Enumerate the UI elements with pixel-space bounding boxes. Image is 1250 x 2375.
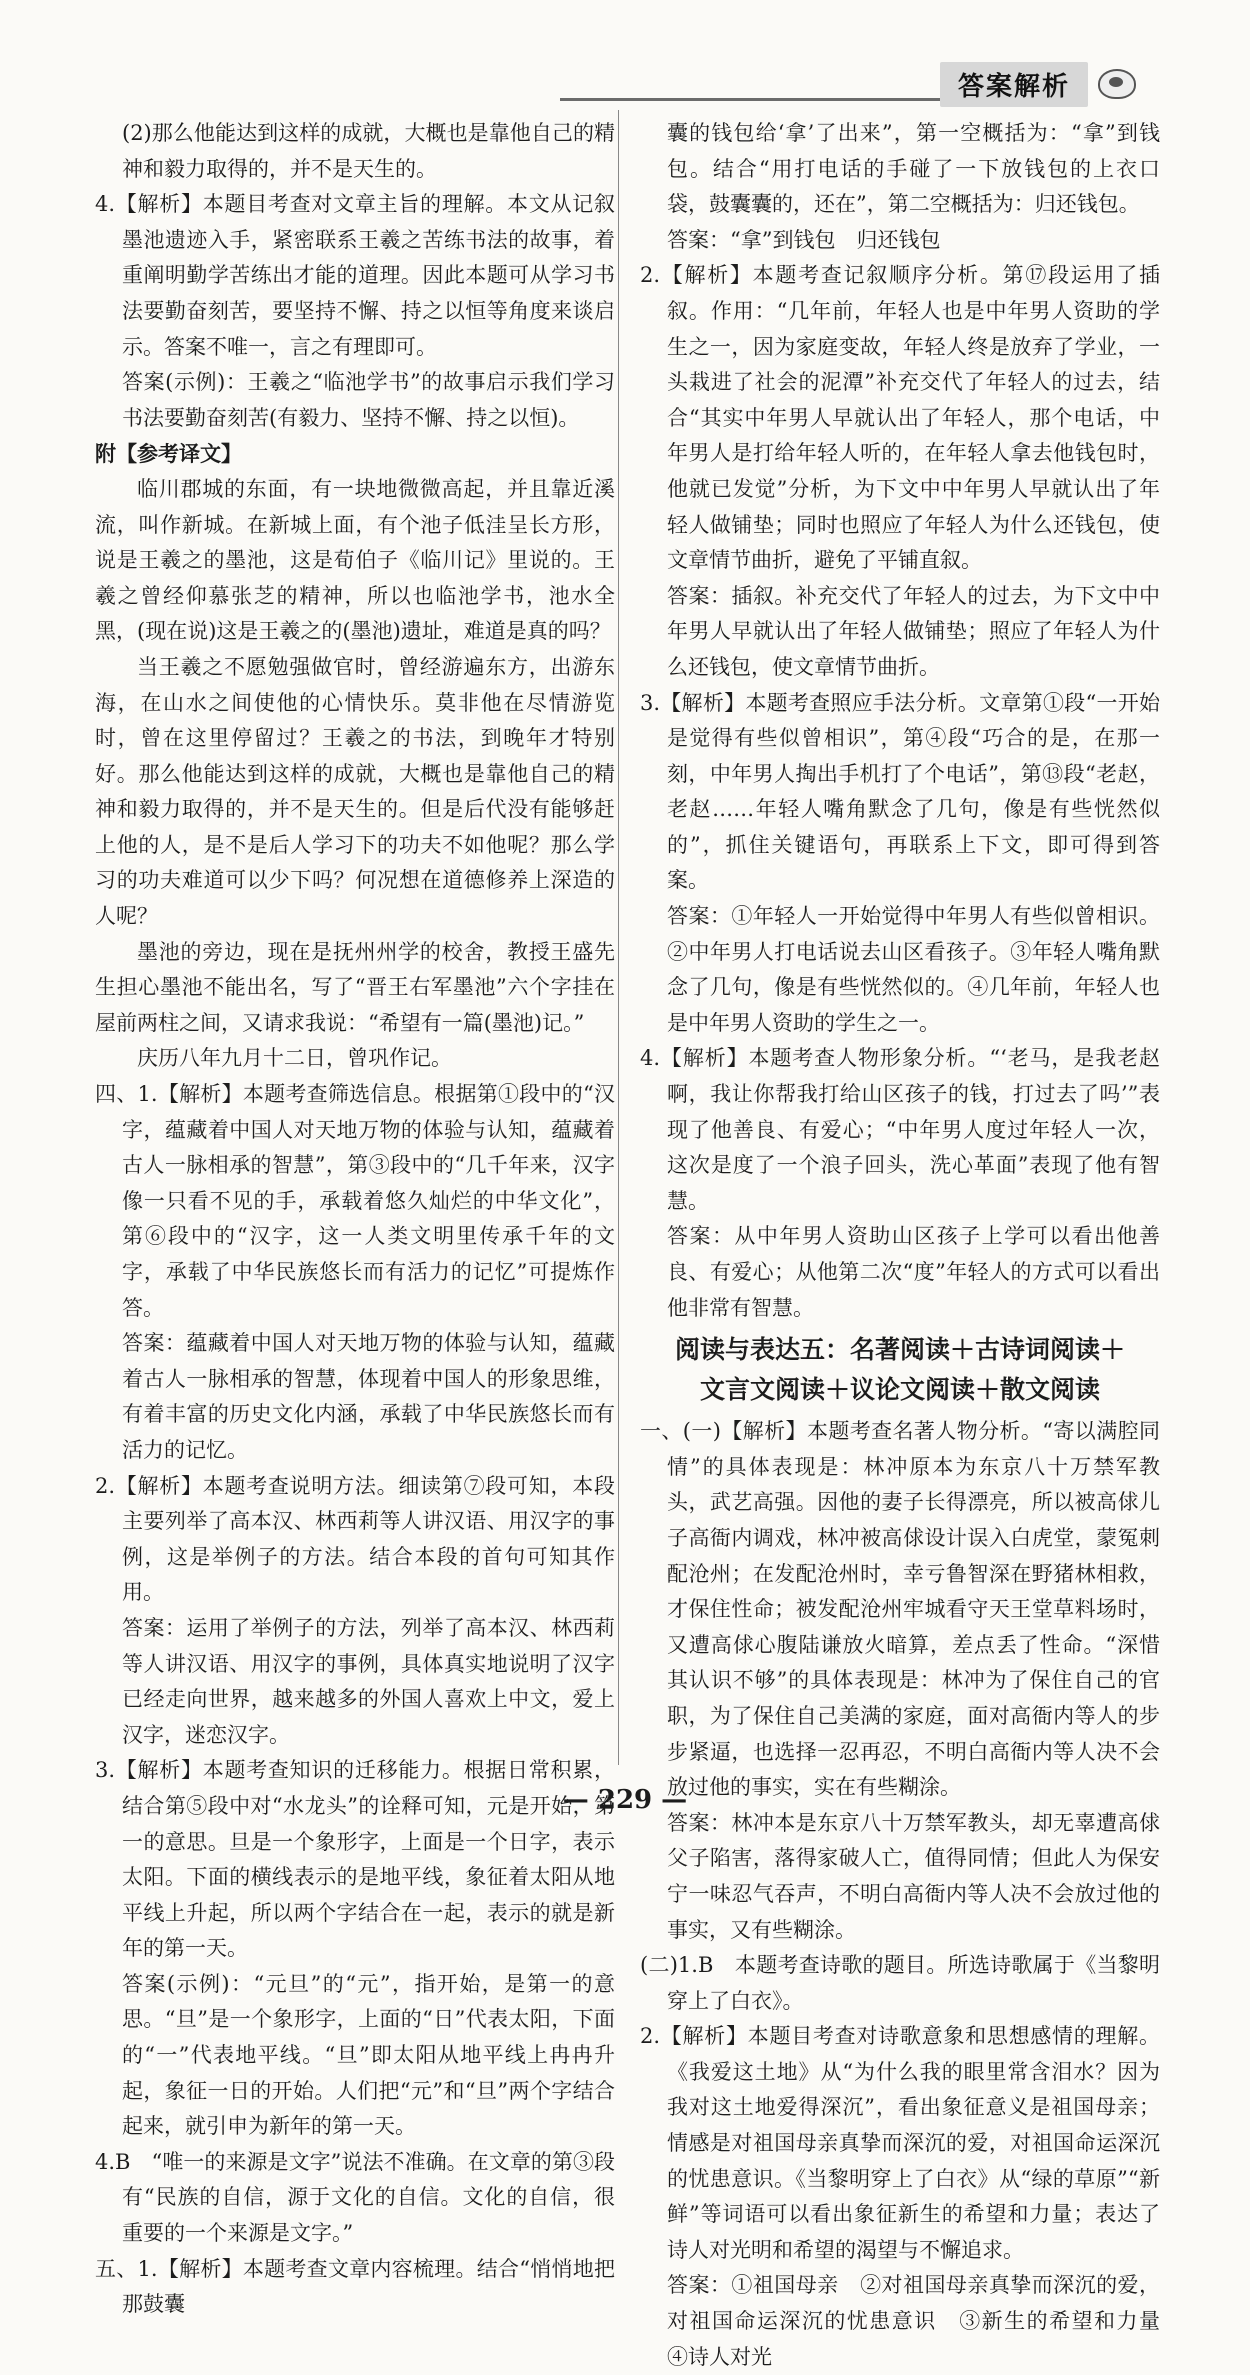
page-number: — 229 —: [562, 1785, 688, 1815]
answer-paragraph: 答案(示例)：王羲之“临池学书”的故事启示我们学习书法要勤奋刻苦(有毅力、坚持不懈、持之以恒)。: [122, 370, 615, 430]
answer-paragraph: 答案：运用了举例子的方法，列举了高本汉、林西莉等人讲汉语、用汉字的事例，具体真实地说明了汉字已经走向世界，越来越多的外国人喜欢上中文，爱上汉字，迷恋汉字。: [122, 1615, 615, 1747]
section-title: [640, 1330, 1160, 1410]
answer-paragraph: 4.B “唯一的来源是文字”说法不准确。在文章的第③段有“民族的自信，源于文化的自信。文化的自信，很重要的一个来源是文字。”: [95, 2149, 615, 2246]
page-header: [940, 64, 1180, 104]
translation-paragraph: 墨池的旁边，现在是抚州州学的校舍，教授王盛先生担心墨池不能出名，写了“晋王右军墨池”六个字挂在屋前两柱之间，又请求我说：“希望有一篇(墨池)记。”: [95, 939, 615, 1035]
answer-paragraph: 答案(示例)：“元旦”的“元”，指开始，是第一的意思。“旦”是一个象形字，上面的“日”代表太阳，下面的“一”代表地平线。“旦”即太阳从地平线上冉冉升起，象征一日的开始。人们把“元”和“旦”两个字结合起来，就引申为新年的第一天。: [122, 1971, 615, 2139]
answer-paragraph: 3.【解析】本题考查照应手法分析。文章第①段“一开始是觉得有些似曾相识”，第④段“巧合的是，在那一刻，中年男人掏出手机打了个电话”，第⑬段“老赵，老赵……年轻人嘴角默念了几句，像是有些恍然似的”，抓住关键语句，再联系上下文，即可得到答案。: [640, 690, 1160, 893]
answer-paragraph: (2)那么他能达到这样的成就，大概也是靠他自己的精神和毅力取得的，并不是天生的。: [122, 121, 615, 181]
answer-paragraph: 四、1.【解析】本题考查筛选信息。根据第①段中的“汉字，蕴藏着中国人对天地万物的体验与认知，蕴藏着古人一脉相承的智慧”，第③段中的“几千年来，汉字像一只看不见的手，承载着悠久灿烂的中华文化”，第⑥段中的“汉字，这一人类文明里传承千年的文字，承载了中华民族悠长而有活力的记忆”可提炼作答。: [95, 1082, 615, 1320]
answer-paragraph: 3.【解析】本题考查知识的迁移能力。根据日常积累，结合第⑤段中对“水龙头”的诠释可知，元是开始，第一的意思。旦是一个象形字，上面是一个日字，表示太阳。下面的横线表示的是地平线，象征着太阳从地平线上升起，所以两个字结合在一起，表示的就是新年的第一天。: [95, 1758, 615, 1961]
column-divider: [618, 110, 619, 1765]
answer-paragraph: 答案：①祖国母亲 ②对祖国母亲真挚而深沉的爱，对祖国命运深沉的忧患意识 ③新生的希望和力量 ④诗人对光: [667, 2273, 1181, 2369]
left-column: [95, 116, 615, 2323]
answer-paragraph: 2.【解析】本题考查说明方法。细读第⑦段可知，本段主要列举了高本汉、林西莉等人讲汉语、用汉字的事例，这是举例子的方法。结合本段的首句可知其作用。: [95, 1473, 615, 1605]
answer-paragraph: 答案：①年轻人一开始觉得中年男人有些似曾相识。②中年男人打电话说去山区看孩子。③年轻人嘴角默念了几句，像是有些恍然似的。④几年前，年轻人也是中年男人资助的学生之一。: [667, 904, 1160, 1035]
answer-paragraph: (二)1.B 本题考查诗歌的题目。所选诗歌属于《当黎明穿上了白衣》。: [640, 1953, 1160, 2013]
right-column: [640, 116, 1181, 2375]
answer-paragraph: 4.【解析】本题考查人物形象分析。“‘老马，是我老赵啊，我让你帮我打给山区孩子的钱，打过去了吗’”表现了他善良、有爱心；“中年男人度过年轻人一次，这次是度了一个浪子回头，洗心革面”表现了他有智慧。: [640, 1046, 1160, 1213]
answer-paragraph: 一、(一)【解析】本题考查名著人物分析。“寄以满腔同情”的具体表现是：林冲原本为东京八十万禁军教头，武艺高强。因他的妻子长得漂亮，所以被高俅儿子高衙内调戏，林冲被高俅设计误入白虎堂，蒙冤刺配沧州；在发配沧州时，幸亏鲁智深在野猪林相救，才保住性命；被发配沧州牢城看守天王堂草料场时，又遭高俅心腹陆谦放火暗算，差点丢了性命。“深惜其认识不够”的具体表现是：林冲为了保住自己的官职，为了保住自己美满的家庭，面对高衙内等人的步步紧逼，也选择一忍再忍，不明白高衙内等人决不会放过他的事实，实在有些糊涂。: [640, 1419, 1160, 1800]
translation-paragraph: 当王羲之不愿勉强做官时，曾经游遍东方，出游东海，在山水之间使他的心情快乐。莫非他在尽情游览时，曾在这里停留过？王羲之的书法，到晚年才特别好。那么他能达到这样的成就，大概也是靠他自己的精神和毅力取得的，并不是天生的。但是后代没有能够赶上他的人，是不是后人学习下的功夫不如他呢？那么学习的功夫难道可以少下吗？何况想在道德修养上深造的人呢？: [95, 654, 615, 929]
translation-paragraph: 临川郡城的东面，有一块地微微高起，并且靠近溪流，叫作新城。在新城上面，有个池子低洼呈长方形，说是王羲之的墨池，这是荀伯子《临川记》里说的。王羲之曾经仰慕张芝的精神，所以也临池学书，池水全黑，(现在说)这是王羲之的(墨池)遗址，难道是真的吗？: [95, 476, 615, 644]
answer-paragraph: 五、1.【解析】本题考查文章内容梳理。结合“悄悄地把那鼓囊: [95, 2256, 615, 2317]
translation-heading: 附【参考译文】: [95, 441, 242, 467]
answer-paragraph: 2.【解析】本题目考查对诗歌意象和思想感情的理解。《我爱这土地》从“为什么我的眼里常含泪水？因为我对这土地爱得深沉”，看出象征意义是祖国母亲；情感是对祖国母亲真挚而深沉的爱，对祖国命运深沉的忧患意识。《当黎明穿上了白衣》从“绿的草原”“新鲜”等词语可以看出象征新生的希望和力量；表达了诗人对光明和希望的渴望与不懈追求。: [640, 2024, 1160, 2262]
answer-paragraph: 答案：插叙。补充交代了年轻人的过去，为下文中中年男人早就认出了年轻人做铺垫；照应了年轻人为什么还钱包，使文章情节曲折。: [667, 583, 1160, 679]
answer-paragraph: 答案：“拿”到钱包 归还钱包: [667, 227, 941, 252]
answer-paragraph: 答案：林冲本是东京八十万禁军教头，却无辜遭高俅父子陷害，落得家破人亡，值得同情；但此人为保安宁一味忍气吞声，不明白高衙内等人决不会放过他的事实，又有些糊涂。: [667, 1810, 1160, 1942]
header-label: 答案解析: [940, 62, 1088, 107]
translation-paragraph: 庆历八年九月十二日，曾巩作记。: [137, 1046, 452, 1071]
answer-paragraph: 囊的钱包给‘拿’了出来”，第一空概括为：“拿”到钱包。结合“用打电话的手碰了一下放钱包的上衣口袋，鼓囊囊的，还在”，第二空概括为：归还钱包。: [667, 121, 1160, 217]
section-title-line-1: 阅读与表达五：名著阅读＋古诗词阅读＋: [674, 1335, 1125, 1365]
book-logo-icon: [1098, 69, 1136, 99]
header-rule: [560, 98, 980, 101]
answer-paragraph: 4.【解析】本题目考查对文章主旨的理解。本文从记叙墨池遗迹入手，紧密联系王羲之苦练书法的故事，着重阐明勤学苦练出才能的道理。因此本题可从学习书法要勤奋刻苦，要坚持不懈、持之以恒等角度来谈启示。答案不唯一，言之有理即可。: [95, 192, 615, 359]
answer-paragraph: 答案：蕴藏着中国人对天地万物的体验与认知，蕴藏着古人一脉相承的智慧，体现着中国人的形象思维，有着丰富的历史文化内涵，承载了中华民族悠长而有活力的记忆。: [122, 1331, 615, 1462]
answer-paragraph: 2.【解析】本题考查记叙顺序分析。第⑰段运用了插叙。作用：“几年前，年轻人也是中年男人资助的学生之一，因为家庭变故，年轻人终是放弃了学业，一头栽进了社会的泥潭”补充交代了年轻人的过去，结合“其实中年男人早就认出了年轻人，那个电话，中年男人是打给年轻人听的，在年轻人拿去他钱包时，他就已发觉”分析，为下文中中年男人早就认出了年轻人做铺垫；同时也照应了年轻人为什么还钱包，使文章情节曲折，避免了平铺直叙。: [640, 263, 1160, 573]
section-title-line-2: 文言文阅读＋议论文阅读＋散文阅读: [699, 1375, 1100, 1405]
answer-paragraph: 答案：从中年男人资助山区孩子上学可以看出他善良、有爱心；从他第二次“度”年轻人的方式可以看出他非常有智慧。: [667, 1224, 1160, 1320]
